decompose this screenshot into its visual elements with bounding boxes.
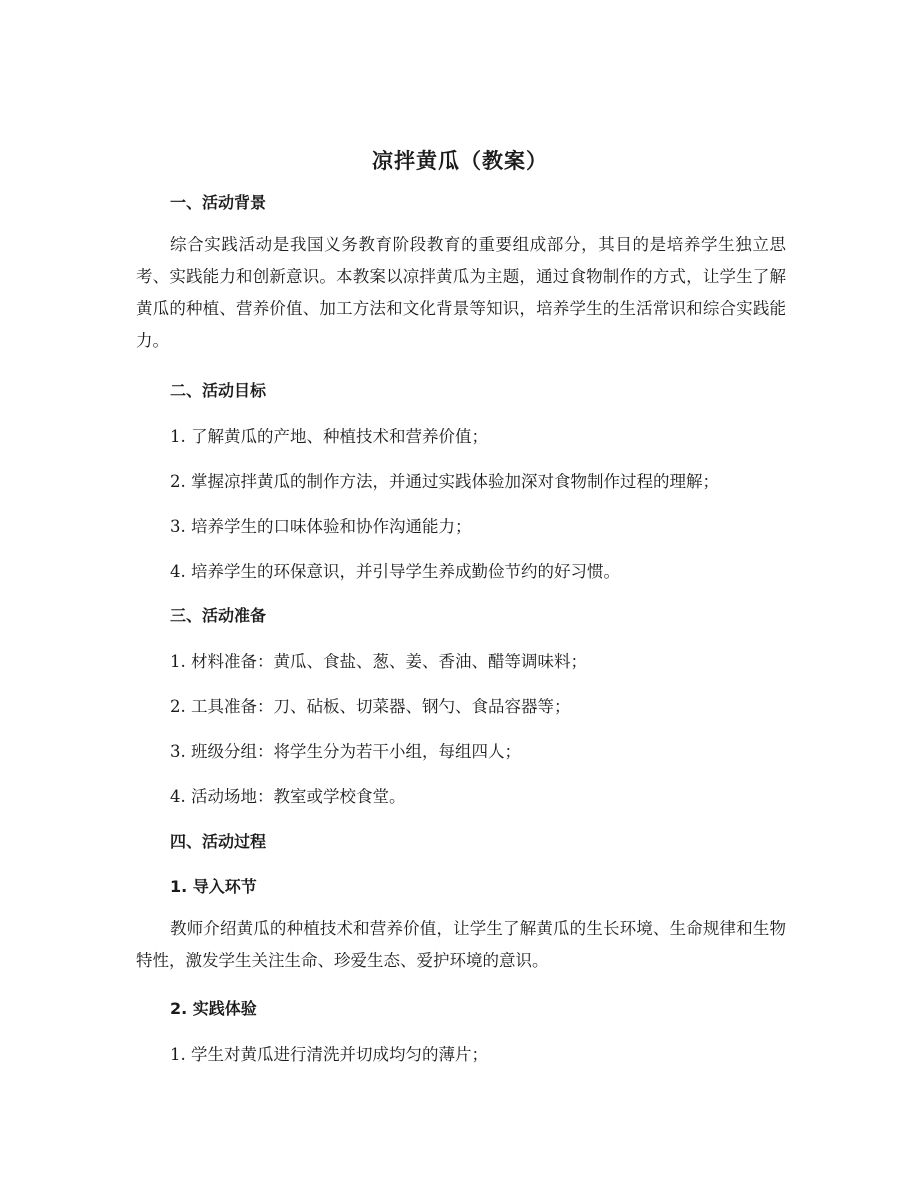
goal-item-3: 3. 培养学生的口味体验和协作沟通能力； <box>170 517 472 536</box>
goal-item-2: 2. 掌握凉拌黄瓜的制作方法，并通过实践体验加深对食物制作过程的理解； <box>170 472 719 491</box>
prep-item-3: 3. 班级分组：将学生分为若干小组，每组四人； <box>170 742 521 761</box>
prep-item-2: 2. 工具准备：刀、砧板、切菜器、钢勺、食品容器等； <box>170 697 571 716</box>
subsection-paragraph-intro: 教师介绍黄瓜的种植技术和营养价值，让学生了解黄瓜的生长环境、生命规律和生物特性，激发学生关注生命、珍爱生态、爱护环境的意识。 <box>136 919 786 970</box>
section-heading-process: 四、活动过程 <box>170 832 267 851</box>
goal-item-4: 4. 培养学生的环保意识，并引导学生养成勤俭节约的好习惯。 <box>170 562 620 581</box>
prep-item-4: 4. 活动场地：教室或学校食堂。 <box>170 787 406 806</box>
subsection-heading-practice: 2. 实践体验 <box>170 999 257 1018</box>
document-title: 凉拌黄瓜（教案） <box>372 148 548 173</box>
section-paragraph-background: 综合实践活动是我国义务教育阶段教育的重要组成部分，其目的是培养学生独立思考、实践能力和创新意识。本教案以凉拌黄瓜为主题，通过食物制作的方式，让学生了解黄瓜的种植、营养价值、加工方法和文化背景等知识，培养学生的生活常识和综合实践能力。 <box>136 235 786 350</box>
section-heading-goals: 二、活动目标 <box>170 381 267 400</box>
subsection-heading-intro: 1. 导入环节 <box>170 877 257 896</box>
prep-item-1: 1. 材料准备：黄瓜、食盐、葱、姜、香油、醋等调味料； <box>170 652 587 671</box>
section-heading-preparation: 三、活动准备 <box>170 606 267 625</box>
practice-item-1: 1. 学生对黄瓜进行清洗并切成均匀的薄片； <box>170 1045 488 1064</box>
section-heading-background: 一、活动背景 <box>170 193 267 212</box>
goal-item-1: 1. 了解黄瓜的产地、种植技术和营养价值； <box>170 427 488 446</box>
